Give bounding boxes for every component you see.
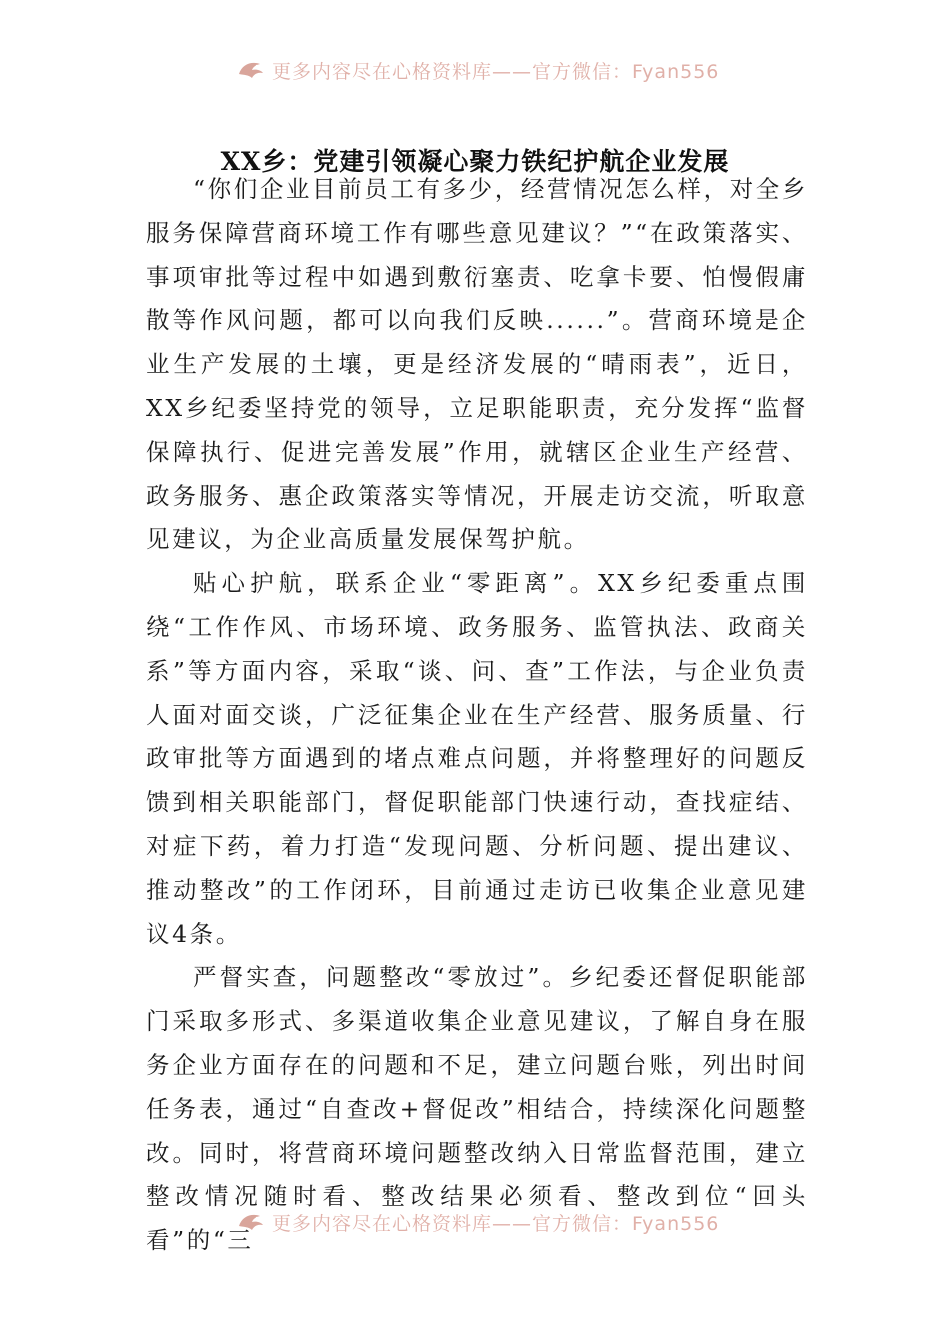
watermark-text: 更多内容尽在心格资料库——官方微信：Fyan556 xyxy=(272,1212,720,1235)
footer-watermark xyxy=(236,1208,719,1236)
paragraph-strict-check: 严督实查，问题整改“零放过”。乡纪委还督促职能部门采取多形式、多渠道收集企业意见建议，了解自身在服务企业方面存在的问题和不足，建立问题台账，列出时间任务表，通过“自查改+督促改”相结合，持续深化问题整改。同时，将营商环境问题整改纳入日常监督范围，建立整改情况随时看、整改结果必须看、整改到位“回头看”的“三 xyxy=(146,963,808,1255)
paragraph-intro: “你们企业目前员工有多少，经营情况怎么样，对全乡服务保障营商环境工作有哪些意见建议？”“在政策落实、事项审批等过程中如遇到敷衍塞责、吃拿卡要、怕慢假庸散等作风问题，都可以向我们反映......”。营商环境是企业生产发展的土壤，更是经济发展的“晴雨表”，近日，XX乡纪委坚持党的领导，立足职能职责，充分发挥“监督保障执行、促进完善发展”作用，就辖区企业生产经营、政务服务、惠企政策落实等情况，开展走访交流，听取意见建议，为企业高质量发展保驾护航。 xyxy=(146,175,808,554)
dragon-logo-icon xyxy=(236,1210,266,1234)
dragon-logo-icon xyxy=(236,58,266,82)
paragraph-close-escort: 贴心护航，联系企业“零距离”。XX乡纪委重点围绕“工作作风、市场环境、政务服务、监管执法、政商关系”等方面内容，采取“谈、问、查”工作法，与企业负责人面对面交谈，广泛征集企业在生产经营、服务质量、行政审批等方面遇到的堵点难点问题，并将整理好的问题反馈到相关职能部门，督促职能部门快速行动，查找症结、对症下药，着力打造“发现问题、分析问题、提出建议、推动整改”的工作闭环，目前通过走访已收集企业意见建议4条。 xyxy=(146,569,808,948)
page-title: XX乡：党建引领凝心聚力铁纪护航企业发展 xyxy=(220,146,730,176)
header-watermark xyxy=(236,56,719,84)
watermark-text: 更多内容尽在心格资料库——官方微信：Fyan556 xyxy=(272,60,720,83)
article-body xyxy=(146,168,808,1263)
